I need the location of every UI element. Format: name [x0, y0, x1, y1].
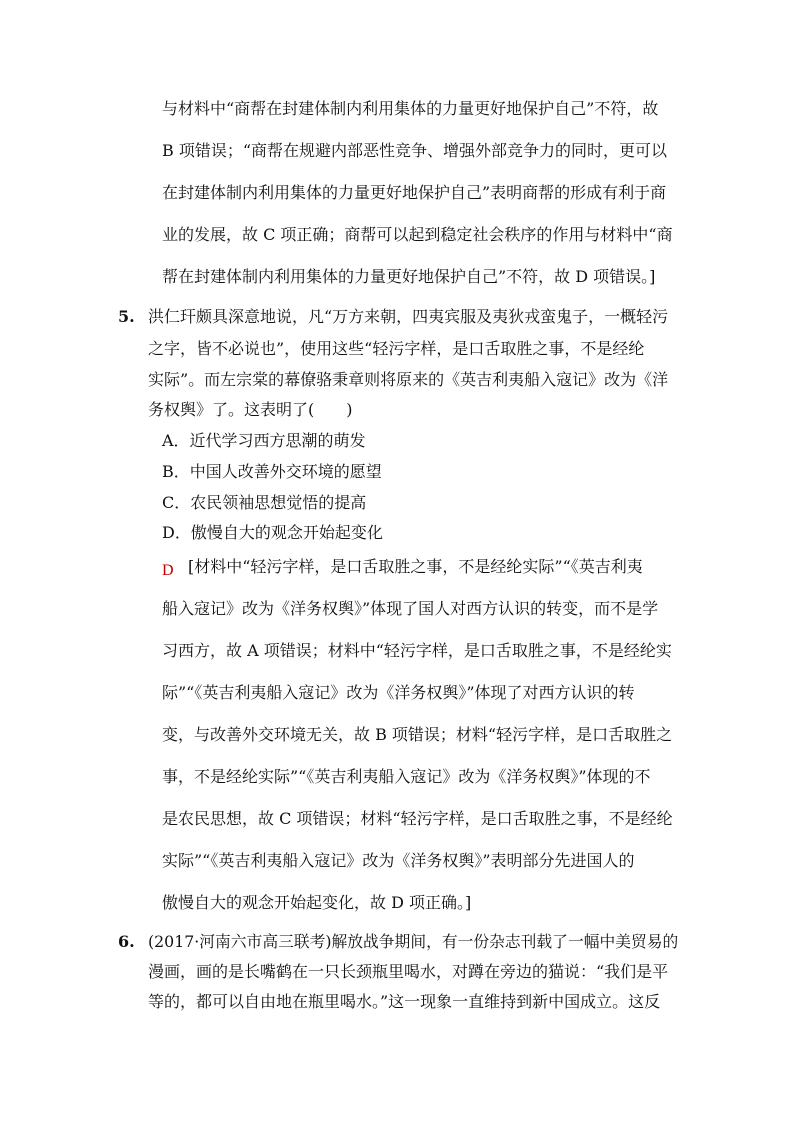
question-number: 6. — [118, 932, 135, 951]
question-stem-line: 之字，皆不必说也”，使用这些“轻污字样，是口舌取胜之事，不是经纶 — [148, 339, 645, 358]
explanation-line: 业的发展，故 C 项正确；商帮可以起到稳定社会秩序的作用与材料中“商 — [162, 225, 673, 244]
explanation-line: 在封建体制内利用集体的力量更好地保护自己”表明商帮的形成有利于商 — [162, 183, 667, 202]
explanation-line: 傲慢自大的观念开始起变化，故 D 项正确。] — [162, 893, 472, 912]
option-b: B．中国人改善外交环境的愿望 — [162, 462, 382, 481]
explanation-line: 船入寇记》改为《洋务权舆》”体现了国人对西方认识的转变，而不是学 — [162, 599, 659, 618]
question-number: 5. — [118, 307, 135, 326]
explanation-line: [材料中“轻污字样，是口舌取胜之事，不是经纶实际”“《英吉利夷 — [188, 557, 643, 576]
explanation-line: 变，与改善外交环境无关，故 B 项错误；材料“轻污字样，是口舌取胜之 — [162, 725, 673, 744]
explanation-line: 际”“《英吉利夷船入寇记》改为《洋务权舆》”体现了对西方认识的转 — [162, 683, 635, 702]
explanation-line: 是农民思想，故 C 项错误；材料“轻污字样，是口舌取胜之事，不是经纶 — [162, 809, 673, 828]
explanation-line: B 项错误；“商帮在规避内部恶性竞争、增强外部竞争力的同时，更可以 — [162, 141, 668, 160]
option-c: C．农民领袖思想觉悟的提高 — [162, 493, 367, 512]
question-stem-line: 实际”。而左宗棠的幕僚骆秉章则将原来的《英吉利夷船入寇记》改为《洋 — [148, 370, 669, 389]
explanation-line: 实际”“《英吉利夷船入寇记》改为《洋务权舆》”表明部分先进国人的 — [162, 851, 635, 870]
question-stem-line: 洪仁玕颇具深意地说，凡“万方来朝，四夷宾服及夷狄戎蛮鬼子，一概轻污 — [148, 307, 669, 326]
question-stem-line: 务权舆》了。这表明了( ) — [148, 400, 353, 419]
question-stem-line: 等的，都可以自由地在瓶里喝水。”这一现象一直维持到新中国成立。这反 — [148, 992, 661, 1011]
question-stem-line: 漫画，画的是长嘴鹤在一只长颈瓶里喝水，对蹲在旁边的猫说：“我们是平 — [148, 962, 669, 981]
option-d: D．傲慢自大的观念开始起变化 — [162, 523, 383, 542]
explanation-line: 事，不是经纶实际”“《英吉利夷船入寇记》改为《洋务权舆》”体现的不 — [162, 767, 651, 786]
answer-letter: D — [162, 562, 174, 579]
explanation-line: 与材料中“商帮在封建体制内利用集体的力量更好地保护自己”不符，故 — [162, 99, 659, 118]
explanation-line: 习西方，故 A 项错误；材料中“轻污字样，是口舌取胜之事，不是经纶实 — [162, 641, 672, 660]
question-stem-line: (2017·河南六市高三联考)解放战争期间，有一份杂志刊载了一幅中美贸易的 — [148, 932, 679, 951]
option-a: A．近代学习西方思潮的萌发 — [162, 431, 366, 450]
explanation-line: 帮在封建体制内利用集体的力量更好地保护自己”不符，故 D 项错误。] — [162, 267, 656, 286]
